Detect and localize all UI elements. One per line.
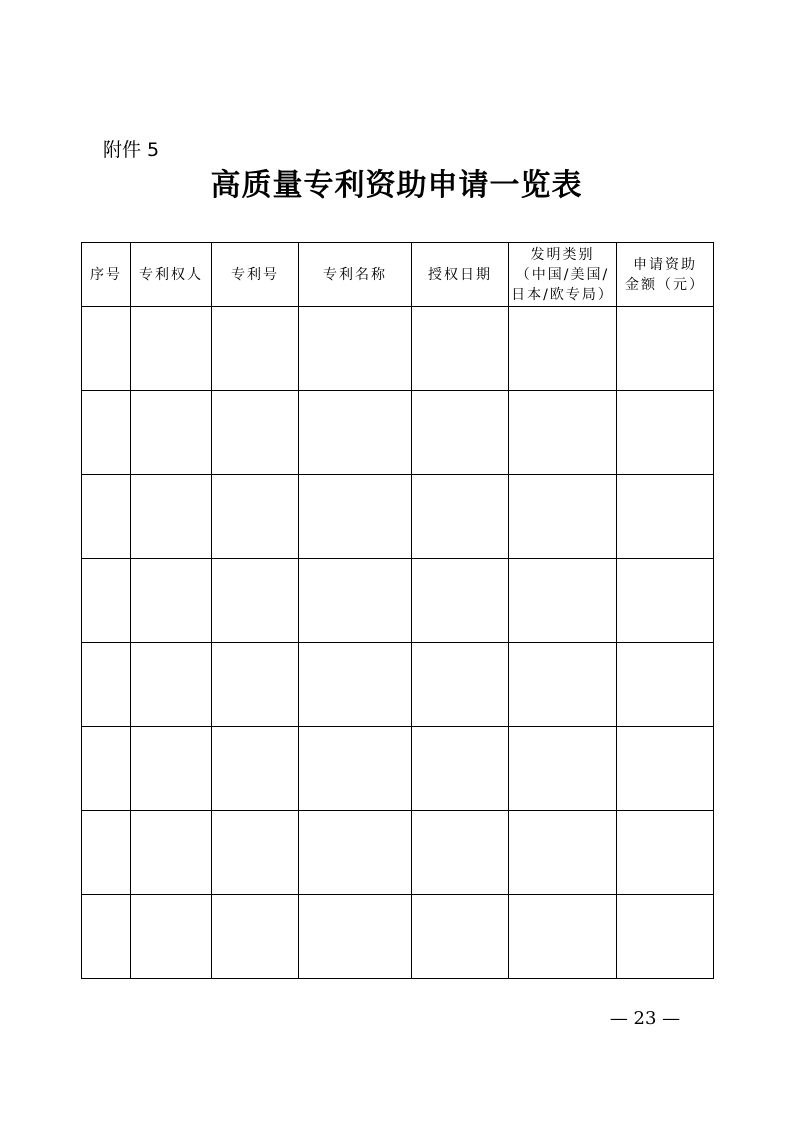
table-body [82,307,714,979]
table-cell[interactable] [412,559,509,643]
table-cell[interactable] [617,475,714,559]
table-row [82,895,714,979]
table-row [82,643,714,727]
table-cell[interactable] [82,391,131,475]
table-row [82,559,714,643]
table-cell[interactable] [617,307,714,391]
table-cell[interactable] [412,727,509,811]
table-cell[interactable] [617,811,714,895]
table-cell[interactable] [131,811,212,895]
table-cell[interactable] [509,307,617,391]
header-patentee: 专利权人 [131,243,212,307]
table-cell[interactable] [299,811,412,895]
table-cell[interactable] [617,643,714,727]
table-cell[interactable] [412,643,509,727]
table-header-row [82,243,714,307]
table-cell[interactable] [299,391,412,475]
table-cell[interactable] [509,727,617,811]
table-cell[interactable] [212,559,299,643]
table-row [82,811,714,895]
table-cell[interactable] [299,475,412,559]
page-number: — 23 — [609,1008,681,1029]
table-cell[interactable] [509,475,617,559]
table-cell[interactable] [82,307,131,391]
table-cell[interactable] [509,643,617,727]
table-cell[interactable] [131,895,212,979]
table-cell[interactable] [299,307,412,391]
table-row [82,727,714,811]
header-patent-number: 专利号 [212,243,299,307]
header-invention-category: 发明类别 （中国/美国/ 日本/欧专局） [509,243,617,307]
table-cell[interactable] [131,727,212,811]
table-cell[interactable] [299,727,412,811]
attachment-label: 附件 5 [103,139,160,161]
table-cell[interactable] [212,643,299,727]
header-patent-name: 专利名称 [299,243,412,307]
table-cell[interactable] [82,475,131,559]
table-cell[interactable] [82,559,131,643]
table-cell[interactable] [131,559,212,643]
table-cell[interactable] [212,391,299,475]
table-cell[interactable] [617,559,714,643]
table-row [82,307,714,391]
table-cell[interactable] [412,895,509,979]
table-cell[interactable] [617,727,714,811]
table-cell[interactable] [131,643,212,727]
table-cell[interactable] [617,391,714,475]
table-cell[interactable] [617,895,714,979]
table-cell[interactable] [212,895,299,979]
table-row [82,391,714,475]
table-cell[interactable] [212,727,299,811]
table-cell[interactable] [412,307,509,391]
application-table [81,242,714,979]
table-cell[interactable] [299,559,412,643]
table-cell[interactable] [82,895,131,979]
table-cell[interactable] [299,895,412,979]
table-cell[interactable] [509,391,617,475]
page-title: 高质量专利资助申请一览表 [210,168,583,203]
table-cell[interactable] [412,391,509,475]
table-cell[interactable] [131,475,212,559]
table-cell[interactable] [509,811,617,895]
table-cell[interactable] [509,559,617,643]
header-grant-date: 授权日期 [412,243,509,307]
table-cell[interactable] [412,475,509,559]
table-cell[interactable] [509,895,617,979]
table-cell[interactable] [82,727,131,811]
table-cell[interactable] [412,811,509,895]
table-cell[interactable] [212,811,299,895]
header-funding-amount: 申请资助 金额（元） [617,243,714,307]
table-cell[interactable] [82,643,131,727]
table-cell[interactable] [212,307,299,391]
table-cell[interactable] [82,811,131,895]
table-cell[interactable] [299,643,412,727]
header-serial-number: 序号 [82,243,131,307]
table-cell[interactable] [131,307,212,391]
table-row [82,475,714,559]
table-cell[interactable] [131,391,212,475]
table-cell[interactable] [212,475,299,559]
